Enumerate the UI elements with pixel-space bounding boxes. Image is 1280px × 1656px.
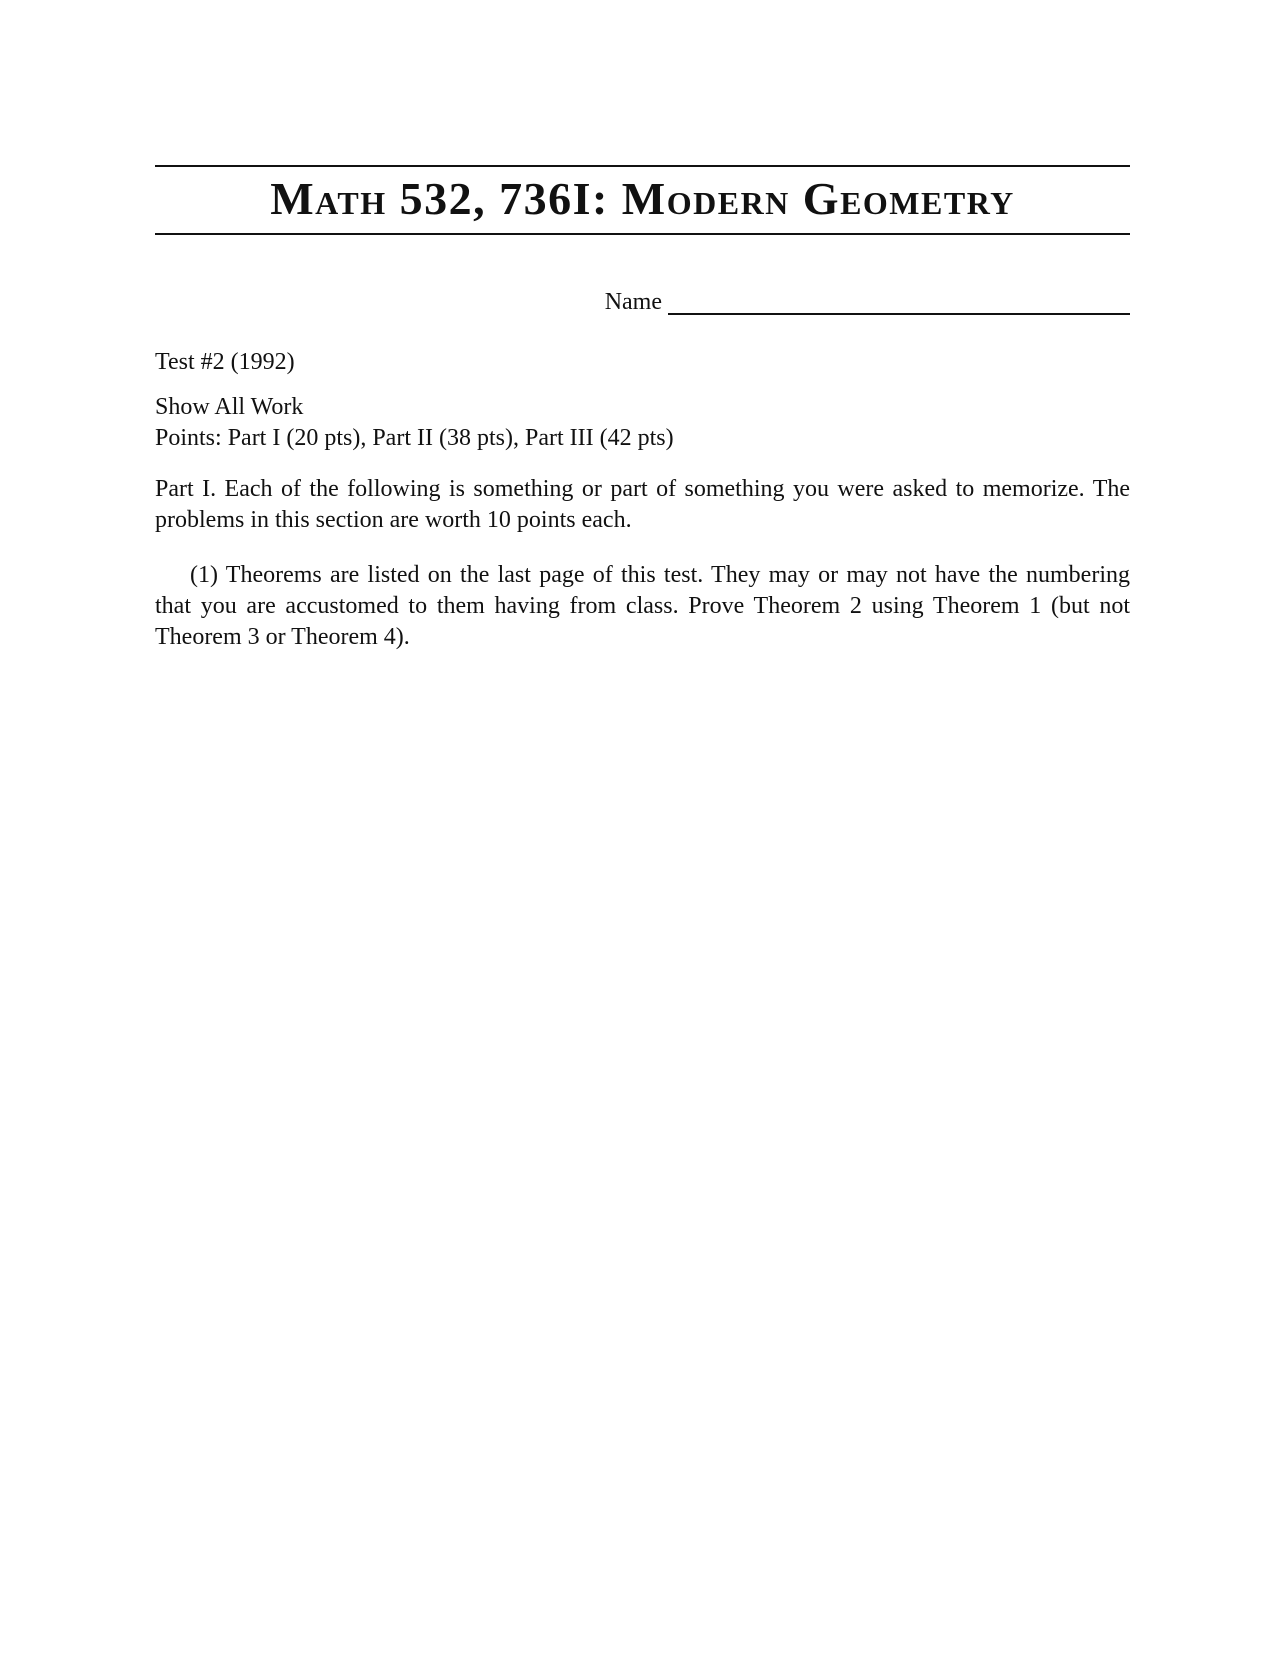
exam-page (155, 165, 1130, 677)
show-work-instruction: Show All Work (155, 394, 304, 420)
points-breakdown: Points: Part I (20 pts), Part II (38 pts), Part III (42 pts) (155, 425, 674, 451)
instructions-block (155, 392, 1130, 454)
name-label: Name (604, 289, 662, 315)
problem-1: (1) Theorems are listed on the last page of this test. They may or may not have the numbering that you are accustomed to them having from class. Prove Theorem 2 using Theorem 1 (but not Theorem 3 or Theorem 4). (155, 562, 1130, 650)
title-bottom-rule (155, 233, 1130, 235)
page-title: Math 532, 736I: Modern Geometry (270, 173, 1015, 224)
name-field (155, 287, 1130, 317)
part-one-intro: Part I. Each of the following is something or part of something you were asked to memorize. The problems in this section are worth 10 points each. (155, 476, 1130, 533)
name-blank-line (668, 313, 1130, 315)
test-id: Test #2 (1992) (155, 349, 295, 375)
